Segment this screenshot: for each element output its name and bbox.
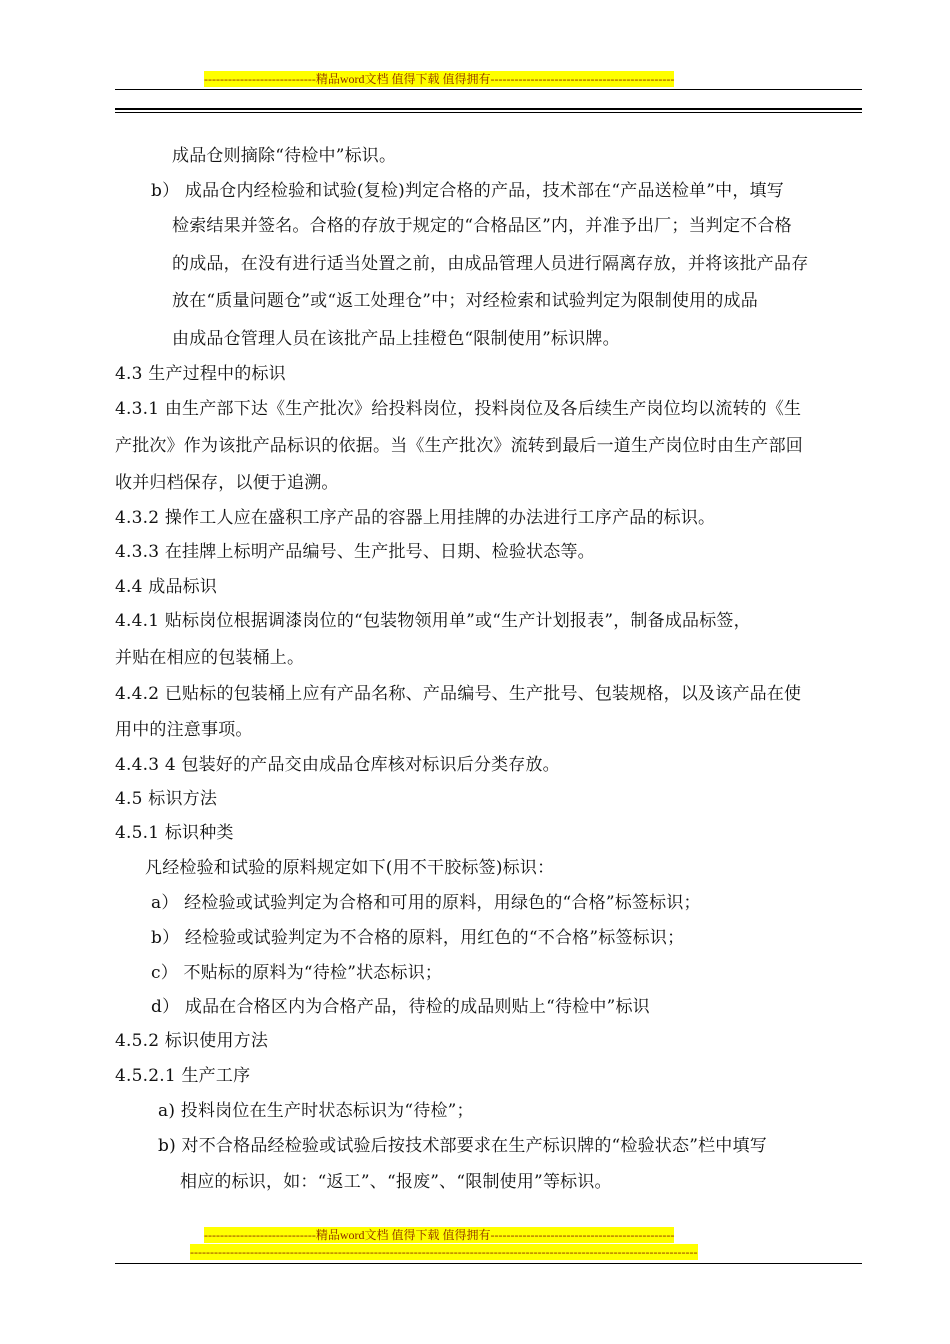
list-item: a） 经检验或试验判定为合格和可用的原料，用绿色的“合格”标签标识； [151,893,701,913]
section-heading: 4.5.1 标识种类 [115,823,234,843]
section-heading: 4.4 成品标识 [115,577,218,597]
footer-rule [115,1263,862,1264]
text-line: 4.4.2 已贴标的包装桶上应有产品名称、产品编号、生产批号、包装规格，以及该产品在使 [115,684,802,704]
text-line: 的成品，在没有进行适当处置之前，由成品管理人员进行隔离存放，并将该批产品存 [172,254,809,274]
header-rule-double-top [115,108,862,110]
list-item: a) 投料岗位在生产时状态标识为“待检”； [158,1101,474,1121]
text-line: 由成品仓管理人员在该批产品上挂橙色“限制使用”标识牌。 [172,329,620,349]
text-line: 4.3.1 由生产部下达《生产批次》给投料岗位，投料岗位及各后续生产岗位均以流转的《生 [115,399,802,419]
text-line: 凡经检验和试验的原料规定如下(用不干胶标签)标识： [145,858,555,878]
text-line: 收并归档保存，以便于追溯。 [115,473,339,493]
section-heading: 4.5.2 标识使用方法 [115,1031,269,1051]
text-line: 用中的注意事项。 [115,720,253,740]
list-item: c） 不贴标的原料为“待检”状态标识； [151,963,443,983]
footer-banner: ----------------------------精品word文档 值得下载 值得拥有---------------------------------------------- [204,1228,675,1242]
text-line: 并贴在相应的包装桶上。 [115,648,305,668]
header-rule-double-bottom [115,112,862,113]
section-heading: 4.3 生产过程中的标识 [115,364,286,384]
text-line: 4.4.3 4 包装好的产品交由成品仓库核对标识后分类存放。 [115,755,560,775]
text-line: 4.4.1 贴标岗位根据调漆岗位的“包装物领用单”或“生产计划报表”，制备成品标签， [115,611,751,631]
header-rule-thin [115,89,862,90]
text-line: 相应的标识，如：“返工”、“报废”、“限制使用”等标识。 [180,1172,612,1192]
text-line: 产批次》作为该批产品标识的依据。当《生产批次》流转到最后一道生产岗位时由生产部回 [115,436,803,456]
list-item: b) 对不合格品经检验或试验后按技术部要求在生产标识牌的“检验状态”栏中填写 [158,1136,767,1156]
header-banner: ----------------------------精品word文档 值得下载 值得拥有---------------------------------------------- [204,72,675,86]
list-item: d） 成品在合格区内为合格产品，待检的成品则贴上“待检中”标识 [151,997,650,1017]
text-line: 成品仓则摘除“待检中”标识。 [172,146,397,166]
text-line: 4.3.2 操作工人应在盛积工序产品的容器上用挂牌的办法进行工序产品的标识。 [115,508,716,528]
text-line: 4.3.3 在挂牌上标明产品编号、生产批号、日期、检验状态等。 [115,542,595,562]
footer-dashes: ------------------------------------------------------------------------------------------------------------------------------- [190,1245,698,1259]
text-line: 放在“质量问题仓”或“返工处理仓”中；对经检索和试验判定为限制使用的成品 [172,291,758,311]
list-item: b） 经检验或试验判定为不合格的原料，用红色的“不合格”标签标识； [151,928,685,948]
text-line: b） 成品仓内经检验和试验(复检)判定合格的产品，技术部在“产品送检单”中，填写 [151,181,784,201]
section-heading: 4.5.2.1 生产工序 [115,1066,251,1086]
text-line: 检索结果并签名。合格的存放于规定的“合格品区”内，并准予出厂；当判定不合格 [172,216,792,236]
section-heading: 4.5 标识方法 [115,789,218,809]
